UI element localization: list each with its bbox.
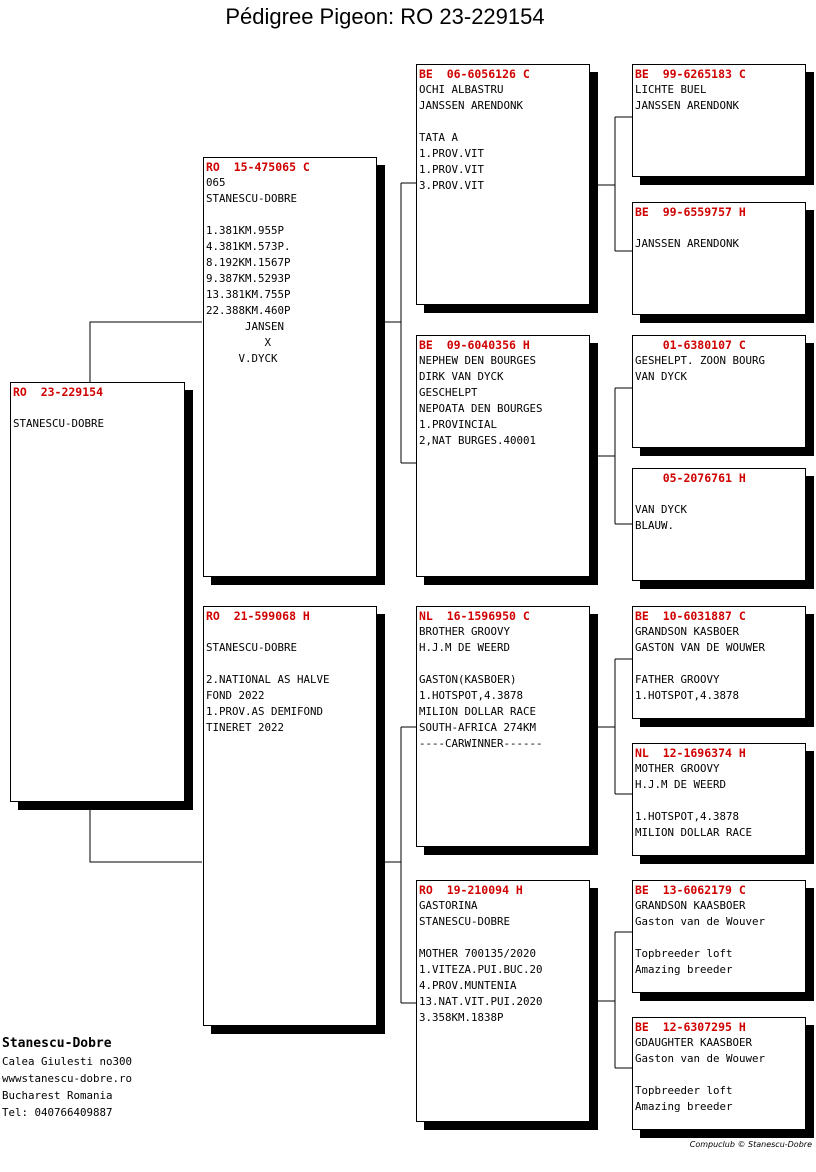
info-line: 1.PROV.VIT	[419, 163, 485, 176]
info-line	[13, 400, 182, 416]
info-line: JANSSEN ARENDONK	[419, 99, 524, 112]
pigeon-card-ggen-7	[632, 880, 806, 993]
info-line: 3.PROV.VIT	[419, 179, 485, 192]
info-line: BLAUW.	[635, 519, 675, 532]
connector-line	[90, 322, 202, 382]
info-line: STANESCU-DOBRE	[419, 915, 511, 928]
info-line: 4.PROV.MUNTENIA	[419, 979, 517, 992]
ring-number: BE 99-6559757 H	[635, 205, 746, 219]
pigeon-card-ggen-3	[632, 335, 806, 448]
info-line: SOUTH-AFRICA 274KM	[419, 721, 537, 734]
info-line: GRANDSON KASBOER	[635, 625, 740, 638]
info-line: JANSEN	[206, 320, 285, 333]
info-line: VAN DYCK	[635, 503, 688, 516]
ring-number: BE 99-6265183 C	[635, 67, 746, 81]
info-line: TATA A	[419, 131, 459, 144]
ring-number: BE 13-6062179 C	[635, 883, 746, 897]
info-line: 9.387KM.5293P	[206, 272, 291, 285]
info-line: JANSSEN ARENDONK	[635, 99, 740, 112]
info-line: 13.NAT.VIT.PUI.2020	[419, 995, 543, 1008]
info-line: 065	[206, 176, 226, 189]
info-line: OCHI ALBASTRU	[419, 83, 504, 96]
ring-number: NL 12-1696374 H	[635, 746, 746, 760]
info-line	[419, 656, 587, 672]
pigeon-card-ggen-4	[632, 468, 806, 581]
pigeon-card-sire	[203, 157, 377, 577]
info-line: 1.PROVINCIAL	[419, 418, 498, 431]
pigeon-card-subject	[10, 382, 185, 802]
ring-number: NL 16-1596950 C	[419, 609, 530, 623]
ring-number: RO 15-475065 C	[206, 160, 310, 174]
info-line: 2,NAT BURGES.40001	[419, 434, 537, 447]
info-line: LICHTE BUEL	[635, 83, 707, 96]
info-line: Gaston van de Wouwer	[635, 1052, 766, 1065]
info-line: Gaston van de Wouver	[635, 915, 766, 928]
info-line: 1.381KM.955P	[206, 224, 285, 237]
info-line: 1.HOTSPOT,4.3878	[419, 689, 524, 702]
pigeon-card-ggen-2	[632, 202, 806, 315]
info-line: H.J.M DE WEERD	[419, 641, 511, 654]
info-line: FOND 2022	[206, 689, 265, 702]
info-line: GASTON(KASBOER)	[419, 673, 517, 686]
info-line: BROTHER GROOVY	[419, 625, 511, 638]
owner-name: Stanescu-Dobre	[2, 1036, 112, 1051]
info-line: GESHELPT. ZOON BOURG	[635, 354, 766, 367]
info-line	[635, 486, 803, 502]
info-line: Topbreeder loft	[635, 947, 733, 960]
pigeon-card-dam-sire	[416, 606, 590, 847]
connector-line	[90, 810, 202, 862]
info-line: Topbreeder loft	[635, 1084, 733, 1097]
info-line: TINERET 2022	[206, 721, 285, 734]
info-line: 1.HOTSPOT,4.3878	[635, 689, 740, 702]
info-line: 1.PROV.VIT	[419, 147, 485, 160]
info-line: STANESCU-DOBRE	[206, 641, 298, 654]
info-line: Amazing breeder	[635, 1100, 733, 1113]
owner-block	[2, 1035, 132, 1121]
info-line	[635, 220, 803, 236]
ring-number: BE 09-6040356 H	[419, 338, 530, 352]
info-line: 22.388KM.460P	[206, 304, 291, 317]
owner-city: Bucharest Romania	[2, 1089, 113, 1102]
pigeon-card-ggen-5	[632, 606, 806, 719]
info-line: 3.358KM.1838P	[419, 1011, 504, 1024]
info-line: Amazing breeder	[635, 963, 733, 976]
owner-website: wwwstanescu-dobre.ro	[2, 1072, 133, 1085]
pigeon-card-dam	[203, 606, 377, 1026]
info-line	[635, 930, 803, 946]
info-line: VAN DYCK	[635, 370, 688, 383]
info-line	[206, 624, 374, 640]
info-line: V.DYCK	[206, 352, 278, 365]
info-line: 13.381KM.755P	[206, 288, 291, 301]
info-line: 1.PROV.AS DEMIFOND	[206, 705, 324, 718]
info-line	[635, 656, 803, 672]
ring-number: RO 21-599068 H	[206, 609, 310, 623]
info-line: FATHER GROOVY	[635, 673, 720, 686]
info-line: GDAUGHTER KAASBOER	[635, 1036, 753, 1049]
ring-number: BE 06-6056126 C	[419, 67, 530, 81]
info-line: MOTHER GROOVY	[635, 762, 720, 775]
ring-number: BE 10-6031887 C	[635, 609, 746, 623]
info-line: X	[206, 336, 272, 349]
pigeon-card-sire-dam	[416, 335, 590, 577]
info-line: GRANDSON KAASBOER	[635, 899, 746, 912]
info-line: NEPHEW DEN BOURGES	[419, 354, 537, 367]
info-line: 8.192KM.1567P	[206, 256, 291, 269]
info-line: 1.HOTSPOT,4.3878	[635, 810, 740, 823]
info-line: GASTORINA	[419, 899, 478, 912]
info-line	[419, 114, 587, 130]
info-line: JANSSEN ARENDONK	[635, 237, 740, 250]
pigeon-card-ggen-8	[632, 1017, 806, 1130]
pigeon-card-sire-sire	[416, 64, 590, 305]
pigeon-card-ggen-6	[632, 743, 806, 856]
info-line: MILION DOLLAR RACE	[635, 826, 753, 839]
ring-number: 05-2076761 H	[635, 471, 746, 485]
info-line: STANESCU-DOBRE	[13, 417, 105, 430]
software-credit: Compuclub © Stanescu-Dobre	[689, 1140, 812, 1149]
info-line	[419, 930, 587, 946]
info-line: GASTON VAN DE WOUWER	[635, 641, 766, 654]
owner-address: Calea Giulesti no300	[2, 1055, 133, 1068]
info-line: 4.381KM.573P.	[206, 240, 291, 253]
info-line: STANESCU-DOBRE	[206, 192, 298, 205]
info-line: DIRK VAN DYCK	[419, 370, 504, 383]
ring-number: BE 12-6307295 H	[635, 1020, 746, 1034]
ring-number: RO 19-210094 H	[419, 883, 523, 897]
owner-phone: Tel: 040766409887	[2, 1106, 113, 1119]
info-line: ----CARWINNER------	[419, 737, 543, 750]
info-line: MOTHER 700135/2020	[419, 947, 537, 960]
pigeon-card-dam-dam	[416, 880, 590, 1122]
info-line: GESCHELPT	[419, 386, 478, 399]
info-line: H.J.M DE WEERD	[635, 778, 727, 791]
info-line: MILION DOLLAR RACE	[419, 705, 537, 718]
page-title: Pédigree Pigeon: RO 23-229154	[225, 4, 545, 29]
ring-number: RO 23-229154	[13, 385, 104, 399]
info-line	[206, 207, 374, 223]
info-line: 2.NATIONAL AS HALVE	[206, 673, 330, 686]
info-line	[206, 656, 374, 672]
info-line: 1.VITEZA.PUI.BUC.20	[419, 963, 543, 976]
info-line: NEPOATA DEN BOURGES	[419, 402, 543, 415]
info-line	[635, 793, 803, 809]
pigeon-card-ggen-1	[632, 64, 806, 177]
ring-number: 01-6380107 C	[635, 338, 746, 352]
info-line	[635, 1067, 803, 1083]
